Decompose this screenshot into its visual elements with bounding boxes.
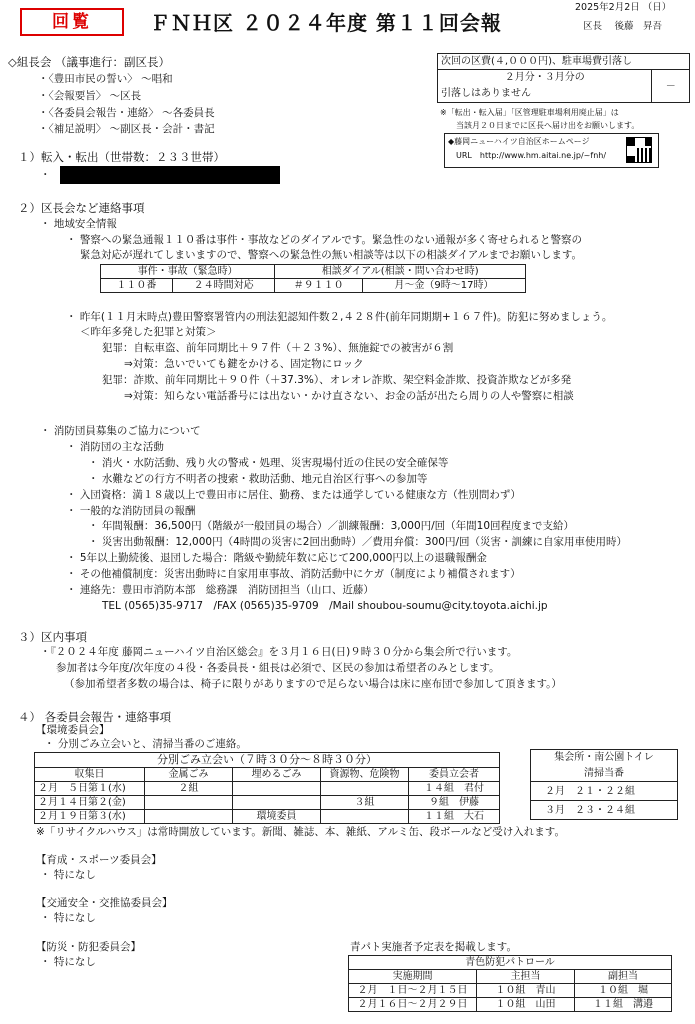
notice-note-a: ※「転出・転入届」「区管理駐車場利用廃止届」は: [440, 108, 619, 117]
patrol-note: 青パト実施者予定表を掲載します。: [350, 941, 517, 953]
police-dial-table: [100, 264, 526, 293]
table-cell: １４組 君付: [409, 782, 500, 796]
fire-text: ・ 消防団員募集のご協力について: [40, 425, 201, 437]
recycle-note: ※「リサイクルハウス」は常時開放しています。新聞、雑誌、本、雑紙、アルミ缶、段ボールなど受け入れます。: [36, 826, 565, 838]
table-cell: １０組 青山: [477, 984, 575, 998]
table-cell: [321, 810, 409, 824]
redacted-block: [60, 166, 280, 184]
table-cell: ２４時間対応: [172, 279, 274, 293]
table-cell: ２月１９日第３(水): [35, 810, 145, 824]
table-cell: ９組 伊藤: [409, 796, 500, 810]
table-cell: ３組: [321, 796, 409, 810]
fire-text: ・ 災害出動報酬：12,000円（4時間の災害に2回出動時）／費用弁償：300円/回（災害・訓練に自家用車使用時）: [88, 536, 628, 548]
table-header: 実施期間: [349, 970, 477, 984]
table-cell: [321, 782, 409, 796]
bullet: ・: [40, 169, 51, 181]
table-cell: １０組 山田: [477, 998, 575, 1012]
table-cell: ２月１４日第２(金): [35, 796, 145, 810]
committee-heading: 【環境委員会】: [36, 724, 110, 736]
qr-code-icon: [626, 137, 652, 163]
table-header: 主担当: [477, 970, 575, 984]
table-header: 集会所・南公園トイレ: [531, 750, 678, 766]
section-3-text: 参加者は今年度/次年度の４役・各委員長・組長は必須で、区民の参加は希望者のみとします。: [56, 662, 500, 674]
table-cell: ２月 ５日第１(水): [35, 782, 145, 796]
table-cell: 環境委員: [233, 810, 321, 824]
patrol-schedule-table: [348, 955, 672, 1012]
section-1-heading: １）転入・転出（世帯数：２３３世帯）: [18, 150, 225, 164]
table-header: 収集日: [35, 768, 145, 782]
issue-date: 2025年2月2日 （日）: [575, 2, 672, 13]
table-cell: ＃９１１０: [275, 279, 363, 293]
table-header: 清掃当番: [531, 766, 678, 782]
table-cell: [145, 796, 233, 810]
section-2-heading: ２）区長会など連絡事項: [18, 201, 145, 215]
fee-notice-table: [437, 53, 690, 103]
table-header: 相談ダイアル(相談・問い合わせ時): [275, 265, 526, 279]
committee-heading: 【交通安全・交推協委員会】: [36, 897, 173, 909]
table-header: 事件・事故（緊急時）: [101, 265, 275, 279]
table-cell: [233, 782, 321, 796]
meeting-item: ・〈会報要旨〉 ～区長: [38, 90, 142, 102]
fee-notice-right: －: [652, 70, 690, 103]
fire-text: ・ 入団資格：満１８歳以上で豊田市に居住、勤務、または通学している健康な方（性別問わず）: [66, 489, 521, 501]
table-row: [35, 810, 500, 824]
fire-text: ・ 一般的な消防団員の報酬: [66, 505, 196, 517]
committee-heading: 【育成・スポーツ委員会】: [36, 854, 162, 866]
crime-text: ・ 昨年(１１月末時点)豊田警察署管内の刑法犯認知件数２,４２８件(前年同期期+１６７件)。防犯に努めましょう。: [66, 311, 613, 323]
table-cell: １０組 堀: [575, 984, 672, 998]
table-cell: 月～金（9時～17時）: [362, 279, 525, 293]
table-row: [35, 782, 500, 796]
table-row: [349, 984, 672, 998]
committee-text: ・ 特になし: [40, 912, 96, 924]
table-cell: ２月 ２１・２２組: [531, 782, 678, 801]
section-3-heading: ３）区内事項: [18, 630, 87, 644]
crime-text: 犯罪：詐欺、前年同期比＋９０件（＋37.3%）、オレオレ詐欺、架空料金詐欺、投資詐欺などが多発: [102, 374, 572, 386]
section-4-heading: ４） 各委員会報告・連絡事項: [18, 710, 172, 724]
signer: 区長 後藤 昇吾: [583, 21, 663, 32]
section-3-text: ・『２０２４年度 藤岡ニューハイツ自治区総会』を３月１６日(日)９時３０分から集会所で行います。: [40, 646, 518, 658]
table-cell: ２月 １日～２月１５日: [349, 984, 477, 998]
table-header: 埋めるごみ: [233, 768, 321, 782]
committee-heading: 【防災・防犯委員会】: [36, 941, 141, 953]
fire-text: ・ 連絡先：豊田市消防本部 総務課 消防団担当（山口、近藤）: [66, 584, 374, 596]
table-row: [35, 796, 500, 810]
police-text-a: ・ 警察への緊急通報１１０番は事件・事故などのダイアルです。緊急性のない通報が多く寄せられると警察の: [66, 234, 583, 246]
committee-text: ・ 特になし: [40, 869, 96, 881]
homepage-url[interactable]: URL http://www.hm.aitai.ne.jp/~fnh/: [456, 151, 607, 160]
police-text-b: 緊急対応が遅れてしまいますので、警察への緊急性の無い相談等は以下の相談ダイアルまでお願いします。: [80, 249, 583, 261]
fire-text: ・ 年間報酬：36,500円（階級が一般団員の場合）／訓練報酬：3,000円/回（年間10回程度まで支給）: [88, 520, 575, 532]
page-title: ＦＮＨ区 ２０２４年度 第１１回会報: [150, 11, 502, 35]
table-cell: [233, 796, 321, 810]
meeting-item: ・〈補足説明〉 ～副区長・会計・書記: [38, 123, 215, 135]
table-row: [349, 998, 672, 1012]
crime-text: ⇒対策：急いでいても鍵をかける、固定物にロック: [124, 358, 364, 370]
fire-text: ・ 5年以上勤続後、退団した場合：階級や勤続年数に応じて200,000円以上の退職報酬金: [66, 552, 487, 564]
meeting-item: ・〈豊田市民の誓い〉 ～唱和: [38, 73, 173, 85]
table-cell: ２組: [145, 782, 233, 796]
safety-heading: ・ 地域安全情報: [40, 218, 117, 230]
meeting-heading: ◇組長会 （議事進行：副区長）: [8, 55, 170, 69]
table-header: 副担当: [575, 970, 672, 984]
table-header: 資源物、危険物: [321, 768, 409, 782]
section-3-text: （参加希望者多数の場合は、椅子に限りがありますので足らない場合は床に座布団で参加して頂きます。）: [64, 678, 562, 690]
committee-text: ・ 特になし: [40, 956, 96, 968]
committee-text: ・ 分別ごみ立会いと、清掃当番のご連絡。: [44, 738, 247, 750]
crime-text: 犯罪：自転車盗、前年同期比＋９７件（＋２３%）、無施錠での被害が６割: [102, 342, 454, 354]
circulation-stamp: 回覧: [20, 8, 124, 36]
table-title: 分別ごみ立会い（７時３０分～８時３０分）: [35, 753, 500, 768]
fire-text: ・ 消防団の主な活動: [66, 441, 164, 453]
cleaning-duty-table: [530, 749, 678, 820]
homepage-label: ◆藤岡ニューハイツ自治区ホームページ: [448, 137, 590, 146]
table-cell: １１組 大石: [409, 810, 500, 824]
fee-notice-row: 次回の区費(４,０００円)、駐車場費引落し: [438, 54, 690, 70]
table-cell: １１組 溝邉: [575, 998, 672, 1012]
fee-notice-left: ２月分・３月分の 引落しはありません: [438, 70, 652, 103]
meeting-item: ・〈各委員会報告・連絡〉 ～各委員長: [38, 107, 215, 119]
table-cell: ２月１６日～２月２９日: [349, 998, 477, 1012]
table-cell: [145, 810, 233, 824]
table-cell: １１０番: [101, 279, 173, 293]
garbage-schedule-table: [34, 752, 500, 824]
crime-text: ⇒対策：知らない電話番号には出ない・かけ直さない、お金の話が出たら周りの人や警察に相談: [124, 390, 574, 402]
table-header: 金属ごみ: [145, 768, 233, 782]
table-header: 委員立会者: [409, 768, 500, 782]
fire-text: ・ 消火・水防活動、残り火の警戒・処理、災害現場付近の住民の安全確保等: [88, 457, 449, 469]
table-cell: ３月 ２３・２４組: [531, 801, 678, 820]
crime-text: ＜昨年多発した犯罪と対策＞: [80, 326, 217, 338]
table-title: 青色防犯パトロール: [349, 956, 672, 970]
fire-contact: TEL (0565)35-9717 /FAX (0565)35-9709 /Mail shoubou-soumu@city.toyota.aichi.jp: [102, 600, 548, 612]
fire-text: ・ その他補償制度：災害出動時に自家用車事故、消防活動中にケガ（制度により補償されます）: [66, 568, 521, 580]
notice-note-b: 当該月２０日までに区長へ届け出をお願いします。: [456, 121, 640, 130]
fire-text: ・ 水難などの行方不明者の捜索・救助活動、地元自治区行事への参加等: [88, 473, 428, 485]
